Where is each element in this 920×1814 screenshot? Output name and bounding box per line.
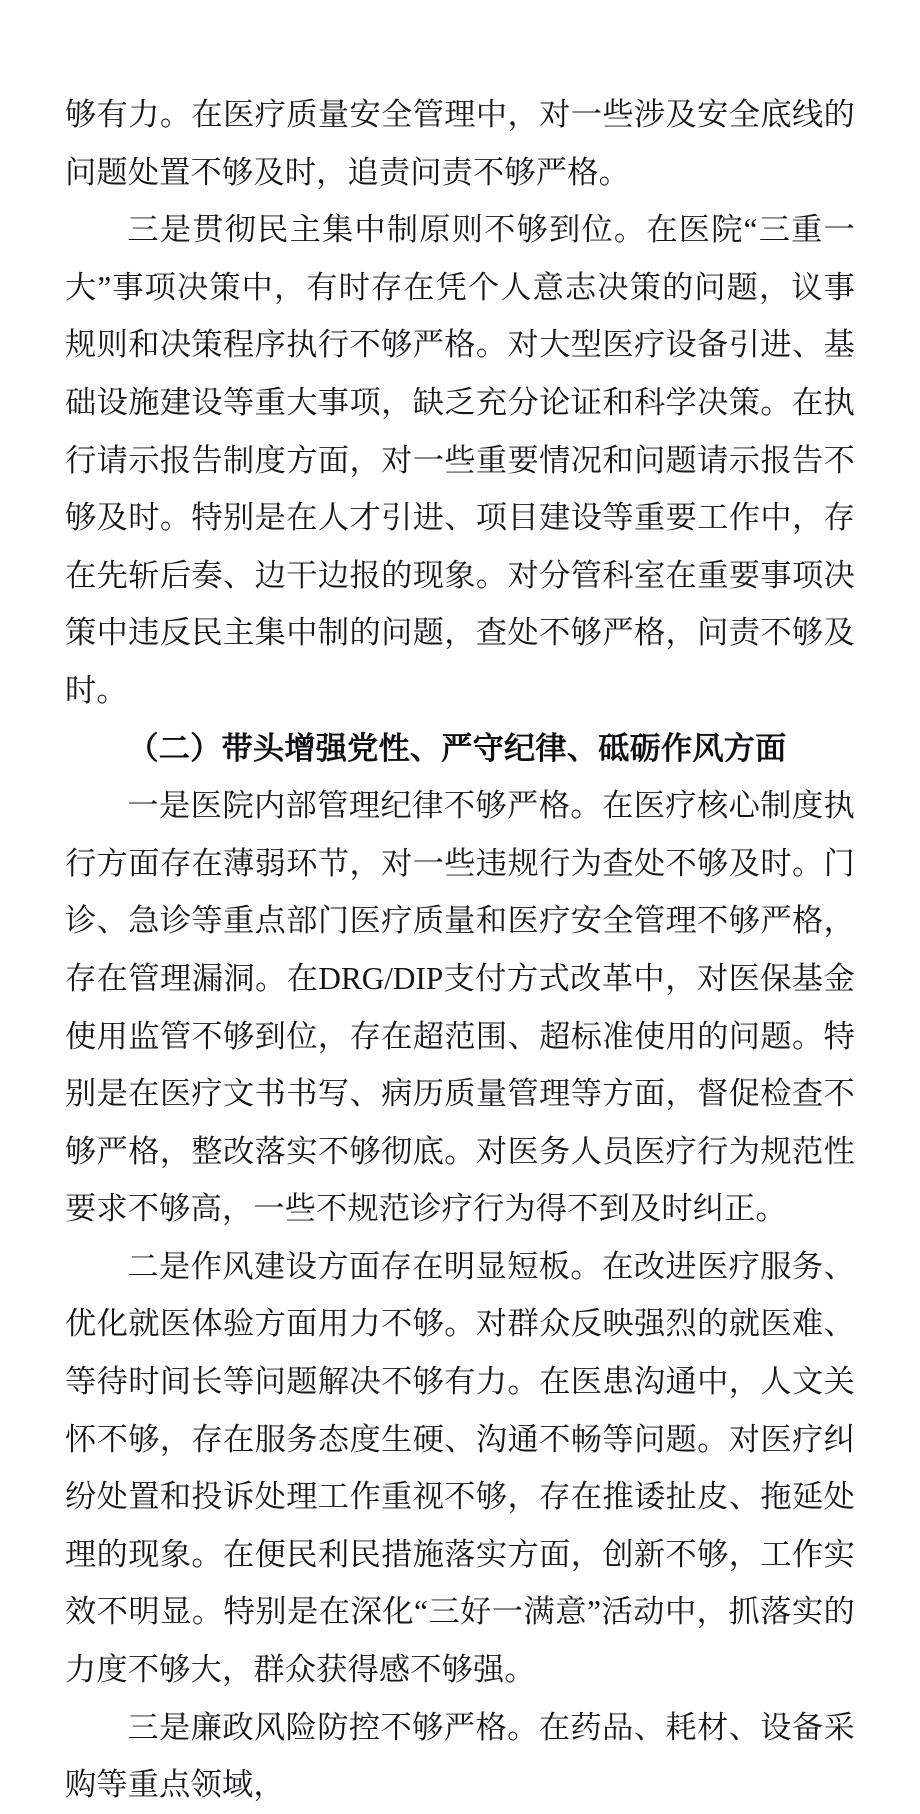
paragraph-integrity-risk-control: 三是廉政风险防控不够严格。在药品、耗材、设备采购等重点领域， bbox=[65, 1709, 855, 1803]
paragraph-work-style-construction: 二是作风建设方面存在明显短板。在改进医疗服务、优化就医体验方面用力不够。对群众反映强烈的就医难、等待时间长等问题解决不够有力。在医患沟通中，人文关怀不够，存在服务态度生硬、沟通不畅等问题。对医疗纠纷处置和投诉处理工作重视不够，存在推诿扯皮、拖延处理的现象。在便民利民措施落实方面，创新不够，工作实效不明显。特别是在深化“三好一满意”活动中，抓落实的力度不够大，群众获得感不够强。 bbox=[65, 1248, 855, 1688]
section-heading-two: （二）带头增强党性、严守纪律、砥砺作风方面 bbox=[127, 730, 787, 766]
latin-term-drg-dip: DRG/DIP bbox=[318, 960, 444, 996]
document-text-body bbox=[65, 86, 855, 1814]
paragraph-text-before-latin: 一是医院内部管理纪律不够严格。在医疗核心制度执行方面存在薄弱环节，对一些违规行为查处不够及时。门诊、急诊等重点部门医疗质量和医疗安全管理不够严格，存在管理漏洞。在 bbox=[65, 788, 855, 996]
paragraph-text-after-latin: 支付方式改革中，对医保基金使用监管不够到位，存在超范围、超标准使用的问题。特别是在医疗文书书写、病历质量管理等方面，督促检查不够严格，整改落实不够彻底。对医务人员医疗行为规范性要求不够高，一些不规范诊疗行为得不到及时纠正。 bbox=[65, 960, 855, 1227]
paragraph-democratic-centralism: 三是贯彻民主集中制原则不够到位。在医院“三重一大”事项决策中，有时存在凭个人意志决策的问题，议事规则和决策程序执行不够严格。对大型医疗设备引进、基础设施建设等重大事项，缺乏充分论证和科学决策。在执行请示报告制度方面，对一些重要情况和问题请示报告不够及时。特别是在人才引进、项目建设等重要工作中，存在先斩后奏、边干边报的现象。对分管科室在重要事项决策中违反民主集中制的问题，查处不够严格，问责不够及时。 bbox=[65, 212, 855, 708]
paragraph-internal-management-discipline bbox=[65, 777, 855, 1238]
paragraph-continuation: 够有力。在医疗质量安全管理中，对一些涉及安全底线的问题处置不够及时，追责问责不够严格。 bbox=[65, 97, 855, 190]
